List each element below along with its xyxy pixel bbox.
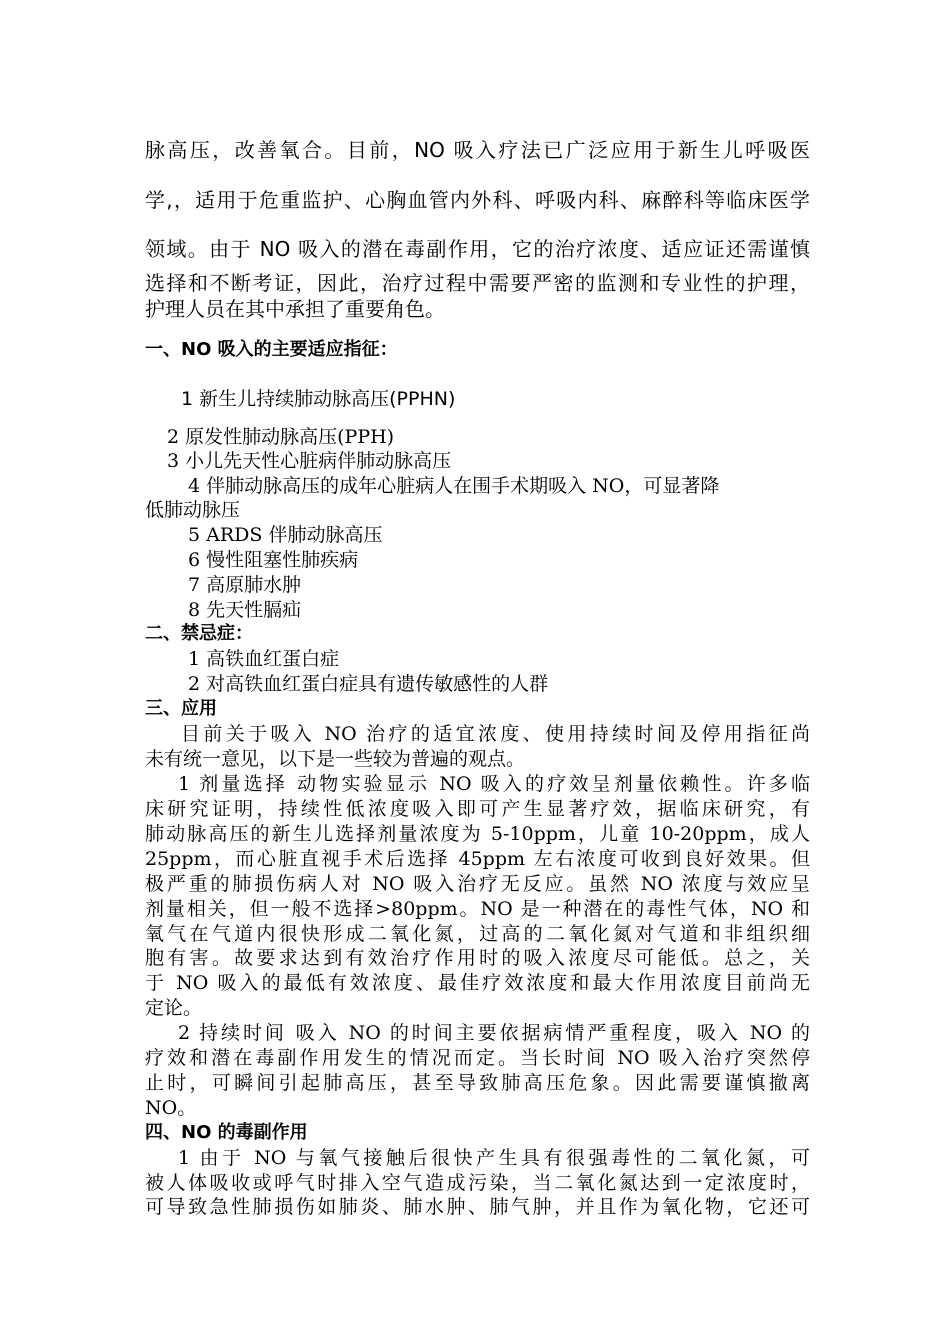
paragraph-line: 疗效和潜在毒副作用发生的情况而定。当长时间 NO 吸入治疗突然停: [145, 1047, 810, 1069]
paragraph-line: 氧气在气道内很快形成二氧化氮，过高的二氧化氮对气道和非组织细: [145, 923, 810, 945]
paragraph-line: 2 持续时间 吸入 NO 的时间主要依据病情严重程度，吸入 NO 的: [178, 1022, 810, 1044]
intro-line: 选择和不断考证，因此，治疗过程中需要严密的监测和专业性的护理，: [145, 271, 810, 295]
paragraph-line: NO。: [145, 1097, 197, 1119]
list-item: 1 新生儿持续肺动脉高压(PPHN): [181, 388, 456, 410]
list-item: 1 高铁血红蛋白症: [188, 648, 340, 670]
paragraph-line: 于 NO 吸入的最低有效浓度、最佳疗效浓度和最大作用浓度目前尚无: [145, 972, 810, 994]
paragraph-line: 可导致急性肺损伤如肺炎、肺水肿、肺气肿，并且作为氧化物，它还可: [145, 1196, 810, 1218]
section-heading-contraindications: 二、禁忌症：: [145, 623, 253, 644]
list-item: 2 对高铁血红蛋白症具有遗传敏感性的人群: [188, 673, 549, 695]
paragraph-line: 1 由于 NO 与氧气接触后很快产生具有很强毒性的二氧化氮，可: [178, 1147, 810, 1169]
list-item: 6 慢性阻塞性肺疾病: [188, 549, 359, 571]
list-item: 低肺动脉压: [145, 499, 241, 521]
paragraph-line: 目前关于吸入 NO 治疗的适宜浓度、使用持续时间及停用指征尚: [181, 723, 810, 745]
paragraph-line: 胞有害。故要求达到有效治疗作用时的吸入浓度尽可能低。总之，关: [145, 947, 810, 969]
section-heading-indications: 一、NO 吸入的主要适应指征：: [145, 339, 398, 360]
section-heading-application: 三、应用: [145, 698, 217, 719]
paragraph-line: 25ppm，而心脏直视手术后选择 45ppm 左右浓度可收到良好效果。但: [145, 848, 810, 870]
list-item: 4 伴肺动脉高压的成年心脏病人在围手术期吸入 NO，可显著降: [188, 475, 720, 497]
list-item: 8 先天性膈疝: [188, 599, 302, 621]
intro-line: 学,，适用于危重监护、心胸血管内外科、呼吸内科、麻醉科等临床医学: [145, 188, 810, 212]
list-item: 5 ARDS 伴肺动脉高压: [188, 524, 383, 546]
intro-line: 脉高压，改善氧合。目前，NO 吸入疗法已广泛应用于新生儿呼吸医: [145, 138, 810, 162]
paragraph-line: 被人体吸收或呼气时排入空气造成污染，当二氧化氮达到一定浓度时，: [145, 1172, 810, 1194]
list-item: 2 原发性肺动脉高压(PPH): [167, 426, 395, 448]
paragraph-line: 肺动脉高压的新生儿选择剂量浓度为 5-10ppm，儿童 10-20ppm，成人: [145, 823, 810, 845]
paragraph-line: 剂量相关，但一般不选择>80ppm。NO 是一种潜在的毒性气体，NO 和: [145, 898, 810, 920]
paragraph-line: 未有统一意见，以下是一些较为普遍的观点。: [145, 748, 526, 770]
intro-line: 护理人员在其中承担了重要角色。: [145, 297, 445, 321]
paragraph-line: 定论。: [145, 997, 203, 1019]
paragraph-line: 极严重的肺损伤病人对 NO 吸入治疗无反应。虽然 NO 浓度与效应呈: [145, 873, 810, 895]
paragraph-line: 1 剂量选择 动物实验显示 NO 吸入的疗效呈剂量依赖性。许多临: [178, 773, 810, 795]
paragraph-line: 止时，可瞬间引起肺高压，甚至导致肺高压危象。因此需要谨慎撤离: [145, 1072, 810, 1094]
list-item: 7 高原肺水肿: [188, 574, 302, 596]
paragraph-line: 床研究证明，持续性低浓度吸入即可产生显著疗效，据临床研究，有: [145, 798, 810, 820]
intro-line: 领域。由于 NO 吸入的潜在毒副作用，它的治疗浓度、适应证还需谨慎: [145, 237, 810, 261]
section-heading-side-effects: 四、NO 的毒副作用: [145, 1122, 308, 1143]
list-item: 3 小儿先天性心脏病伴肺动脉高压: [167, 450, 452, 472]
